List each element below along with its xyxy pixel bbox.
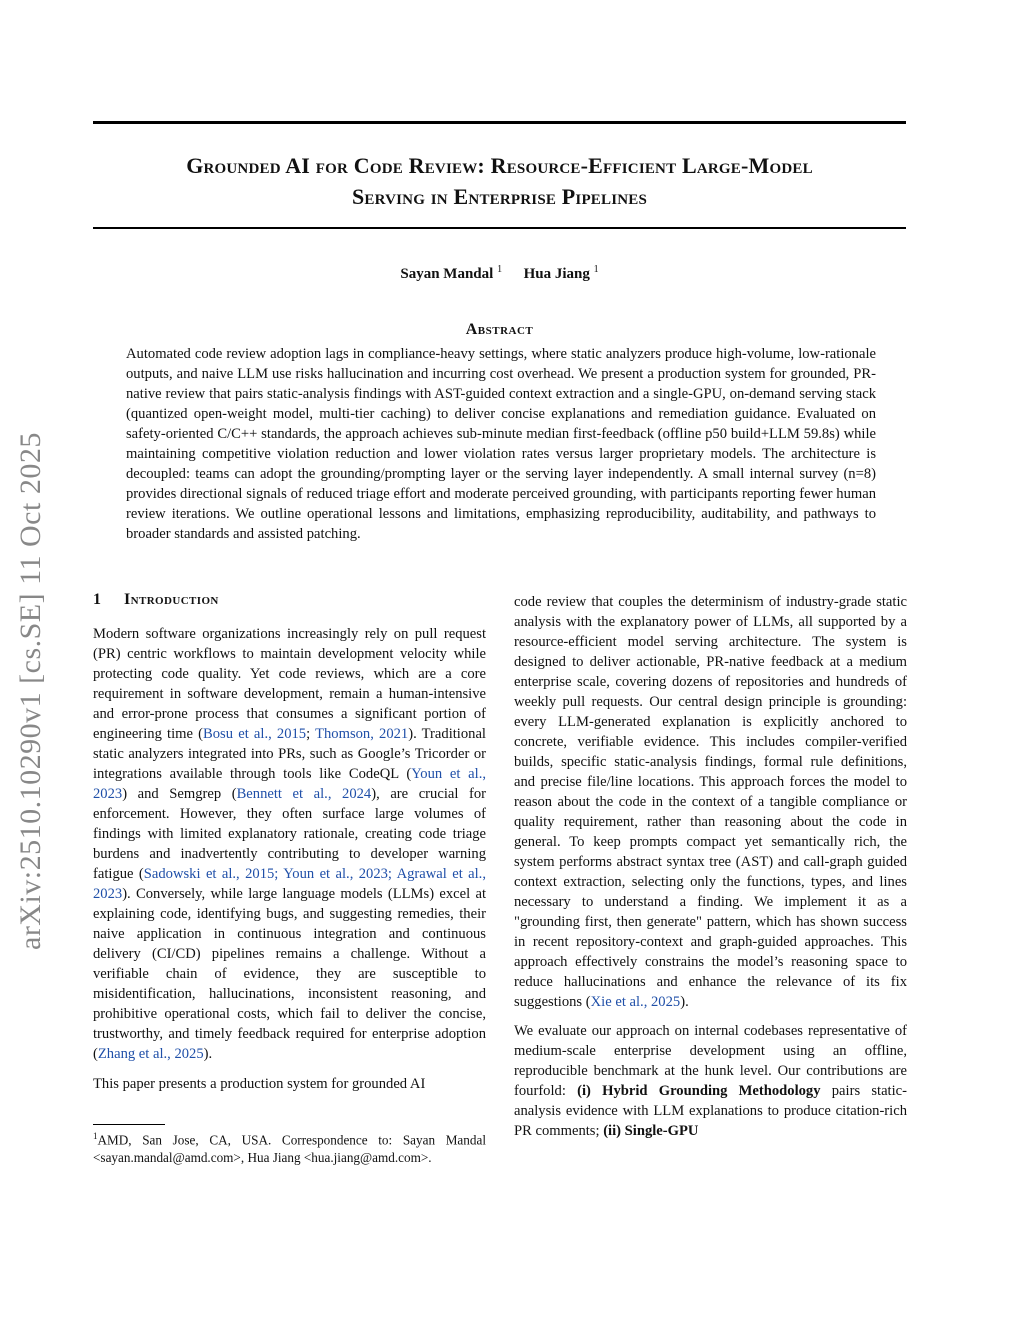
abstract-body: Automated code review adoption lags in compliance-heavy settings, where static analyzers produce high-volume, low-rationale outputs, and naive LLM use risks hallucination and incurring cost overhead. We present a production system for grounded, PR-native review that pairs static-analysis findings with AST-guided context extraction and a single-GPU, on-demand serving stack (quantized open-weight model, multi-tier caching) to deliver concise explanations and remediation guidance. Evaluated on safety-oriented C/C++ standards, the approach achieves sub-minute median first-feedback (offline p50 build+LLM 59.8s) while maintaining competitive violation reduction and lower violation rates versus larger proprietary models. The architecture is decoupled: teams can adopt the grounding/prompting layer or the serving layer independently. A small internal survey (n=8) provides directional signals of reduced triage effort and moderate perceived grounding, with participants reporting fewer human review iterations. We outline operational lessons and limitations, emphasizing reproducibility, auditability, and pathways to broader standards and assisted patching. [126, 346, 876, 542]
left-column [93, 624, 486, 1094]
abstract-heading: Abstract [465, 321, 534, 338]
contributions-paragraph: We evaluate our approach on internal codebases representative of medium-scale enterprise development using an offline, reproducible benchmark at the hunk level. Our contributions are fourfold: (i) Hybrid Grounding Methodology pairs static-analysis evidence with LLM explanations to produce citation-rich PR comments; (ii) Single-GPU [514, 1023, 907, 1139]
title-bottom-rule [93, 227, 906, 229]
title-top-rule [93, 121, 906, 124]
intro-paragraph-1: Modern software organizations increasingly rely on pull request (PR) centric workflows to maintain development velocity while protecting code quality. Yet code reviews, which are a core requirement in software development, remain a human-intensive and error-prone process that consumes a significant portion of engineering time (Bosu et al., 2015; Thomson, 2021). Traditional static analyzers integrated into PRs, such as Google’s Tricorder or integrations available through tools like CodeQL (Youn et al., 2023) and Semgrep (Bennett et al., 2024), are crucial for enforcement. However, they often surface large volumes of findings with limited explanatory rationale, creating code triage burdens and inadvertently contributing to developer warning fatigue (Sadowski et al., 2015; Youn et al., 2023; Agrawal et al., 2023). Conversely, while large language models (LLMs) excel at explaining code, identifying bugs, and suggesting remedies, their naive application in continuous integration and continuous delivery (CI/CD) pipelines remains a challenge. Without a verifiable chain of evidence, they are susceptible to misidentification, hallucinations, inconsistent reasoning, and prohibitive operational costs, which fail to deliver the concise, trustworthy, and timely feedback required for enterprise adoption (Zhang et al., 2025). [93, 626, 486, 1062]
title-line-1: Grounded AI for Code Review: Resource-Efficient Large-Model [186, 153, 813, 178]
citation-link[interactable]: Bennett et al., 2024 [236, 786, 372, 802]
contribution-label: (ii) Single-GPU [603, 1123, 699, 1139]
intro-paragraph-1-continued: code review that couples the determinism of industry-grade static analysis with the explanatory power of LLMs, all supported by a resource-efficient model serving architecture. The system is designed to deliver actionable, PR-native feedback at a medium enterprise scale, covering dozens of repositories and hundreds of weekly pull requests. Our central design principle is grounding: every LLM-generated explanation is explicitly anchored to concrete, verifiable evidence. This includes compiler-verified builds, specific static-analysis findings, formal rule definitions, and precise file/line locations. This approach forces the model to reason about the code in the context of a tangible compliance or quality requirement, rather than reasoning about the code in general. To keep prompts compact yet semantically rich, the system performs abstract syntax tree (AST) and call-graph guided context extraction, selecting only the functions, types, and lines necessary to understand a finding. We implement it as a "grounding first, then generate" pattern, which has shown success in recent repository-context and graph-guided approaches. This approach effectively constrains the model’s reasoning space to reduce hallucinations and enhance the relevance of its fix suggestions (Xie et al., 2025). [514, 594, 907, 1010]
author-list [93, 264, 906, 283]
author-affiliation-mark: 1 [593, 264, 599, 275]
citation-link[interactable]: Zhang et al., 2025 [97, 1046, 204, 1062]
section-title: Introduction [124, 591, 219, 608]
author-affiliation-mark: 1 [497, 264, 503, 275]
contribution-label: (i) Hybrid Grounding Methodology [577, 1083, 821, 1099]
intro-paragraph-2: This paper presents a production system for grounded AI [93, 1076, 426, 1092]
citation-link[interactable]: Sadowski et al., 2015; Youn et al., 2023; Agrawal et al., 2023 [93, 866, 486, 902]
footnote [93, 1127, 486, 1167]
author-name: Sayan Mandal [400, 266, 494, 282]
section-heading-introduction [93, 591, 486, 609]
footnote-rule [93, 1124, 165, 1125]
author-name: Hua Jiang [523, 266, 590, 282]
citation-link[interactable]: Thomson, 2021 [315, 726, 409, 742]
title-line-2: Serving in Enterprise Pipelines [351, 184, 648, 209]
section-number: 1 [93, 591, 101, 608]
citation-link[interactable]: Youn et al., 2023 [93, 766, 486, 802]
footnote-text: AMD, San Jose, CA, USA. Correspondence to: Sayan Mandal <sayan.mandal@amd.com>, Hua Jiang <hua.jiang@amd.com>. [93, 1132, 486, 1166]
footnote-mark: 1 [93, 1131, 98, 1141]
right-column [514, 592, 907, 1141]
paper-title [93, 150, 906, 212]
citation-link[interactable]: Bosu et al., 2015 [203, 726, 307, 742]
arxiv-identifier: arXiv:2510.10290v1 [cs.SE] 11 Oct 2025 [14, 432, 47, 950]
citation-link[interactable]: Xie et al., 2025 [590, 994, 681, 1010]
